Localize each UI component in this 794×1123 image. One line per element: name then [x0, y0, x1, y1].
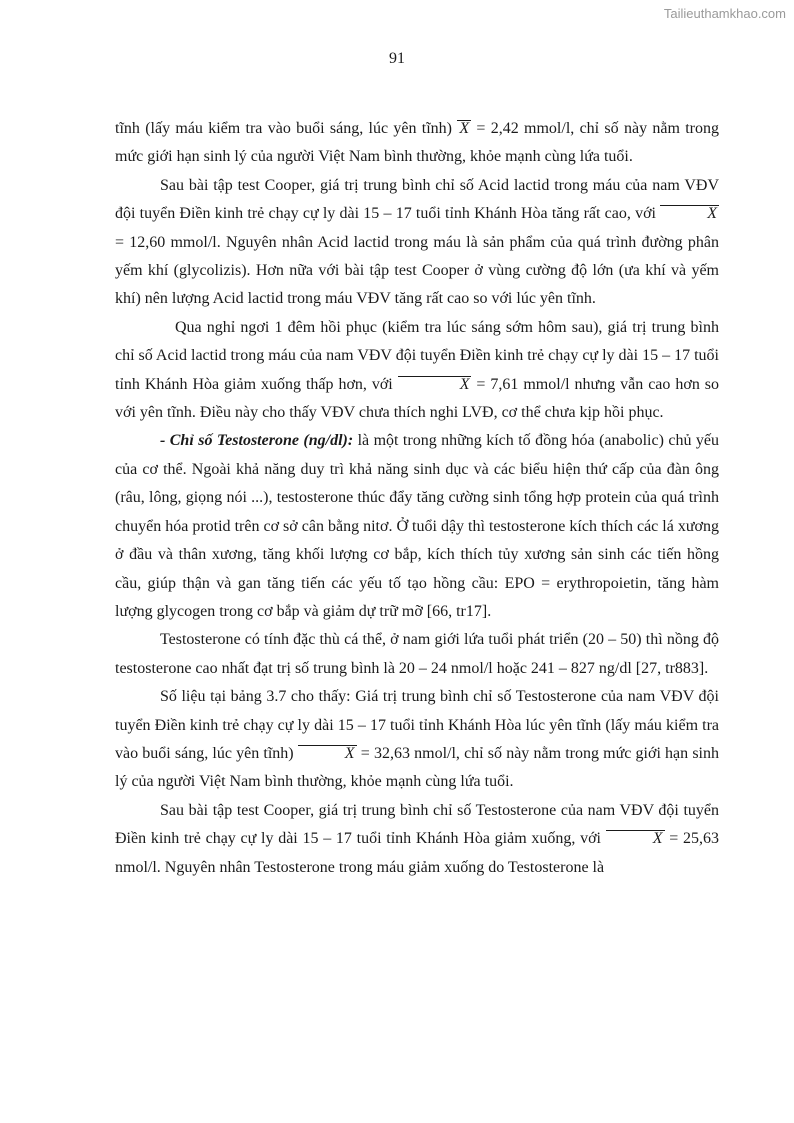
- paragraph-4: - Chỉ số Testosterone (ng/dl): là một trong những kích tố đồng hóa (anabolic) chủ yếu của cơ thể. Ngoài khả năng duy trì khả năng sinh dục và các biểu hiện thứ cấp của đàn ông (râu, lông, giọng nói ...), testosterone thúc đẩy tăng cường sinh tổng hợp protein của quá trình chuyển hóa protid trên cơ sở cân bằng nitơ. Ở tuổi dậy thì testosterone kích thích các lá xương ở đầu và thân xương, tăng khối lượng cơ bắp, kích thích tủy xương sản sinh các tiến hồng cầu, giúp thận và gan tăng tiến các yếu tố tạo hồng cầu: EPO = erythropoietin, tăng hàm lượng glycogen trong cơ bắp và giảm dự trữ mỡ [66, tr17].: [115, 432, 720, 620]
- paragraph-3: Qua nghỉ ngơi 1 đêm hồi phục (kiểm tra lúc sáng sớm hôm sau), giá trị trung bình chỉ số Acid lactid trong máu của nam VĐV đội tuyển Điền kinh trẻ chạy cự ly dài 15 – 17 tuổi tỉnh Khánh Hòa giảm xuống thấp hơn, với X = 7,61 mmol/l nhưng vẫn cao hơn so với yên tĩnh. Điều này cho thấy VĐV chưa thích nghi LVĐ, cơ thể chưa kịp hồi phục.: [115, 318, 719, 422]
- document-body: [115, 115, 719, 882]
- page-number: 91: [389, 50, 405, 67]
- mean-symbol: X: [660, 205, 719, 222]
- watermark: Tailieuthamkhao.com: [663, 6, 786, 21]
- paragraph-2: Sau bài tập test Cooper, giá trị trung bình chỉ số Acid lactid trong máu của nam VĐV đội tuyển Điền kinh trẻ chạy cự ly dài 15 – 17 tuổi tỉnh Khánh Hòa tăng rất cao, với X = 12,60 mmol/l. Nguyên nhân Acid lactid trong máu là sản phẩm của quá trình đường phân yếm khí (glycolizis). Hơn nữa với bài tập test Cooper ở vùng cường độ lớn (ưa khí và yếm khí) nên lượng Acid lactid trong máu VĐV tăng rất cao so với lúc yên tĩnh.: [115, 176, 719, 308]
- mean-symbol: X: [459, 120, 470, 137]
- section-lead: - Chỉ số Testosterone (ng/dl):: [160, 432, 354, 450]
- paragraph-5: Testosterone có tính đặc thù cá thể, ở nam giới lứa tuổi phát triển (20 – 50) thì nồng độ testosterone cao nhất đạt trị số trung bình là 20 – 24 nmol/l hoặc 241 – 827 ng/dl [27, tr883].: [115, 631, 719, 677]
- mean-symbol: X: [398, 376, 472, 393]
- mean-symbol: X: [606, 830, 665, 847]
- mean-symbol: X: [298, 745, 357, 762]
- paragraph-6: Số liệu tại bảng 3.7 cho thấy: Giá trị trung bình chỉ số Testosterone của nam VĐV đội tuyển Điền kinh trẻ chạy cự ly dài 15 – 17 tuổi tỉnh Khánh Hòa lúc yên tĩnh (lấy máu kiểm tra vào buổi sáng, lúc yên tĩnh) X = 32,63 nmol/l, chỉ số này nằm trong mức giới hạn sinh lý của người Việt Nam bình thường, khỏe mạnh cùng lứa tuổi.: [115, 688, 720, 791]
- paragraph-1: tĩnh (lấy máu kiểm tra vào buổi sáng, lúc yên tĩnh) X = 2,42 mmol/l, chỉ số này nằm trong mức giới hạn sinh lý của người Việt Nam bình thường, khỏe mạnh cùng lứa tuổi.: [115, 120, 719, 166]
- paragraph-7: Sau bài tập test Cooper, giá trị trung bình chỉ số Testosterone của nam VĐV đội tuyển Điền kinh trẻ chạy cự ly dài 15 – 17 tuổi tỉnh Khánh Hòa giảm xuống, với X = 25,63 nmol/l. Nguyên nhân Testosterone trong máu giảm xuống do Testosterone là: [115, 801, 719, 876]
